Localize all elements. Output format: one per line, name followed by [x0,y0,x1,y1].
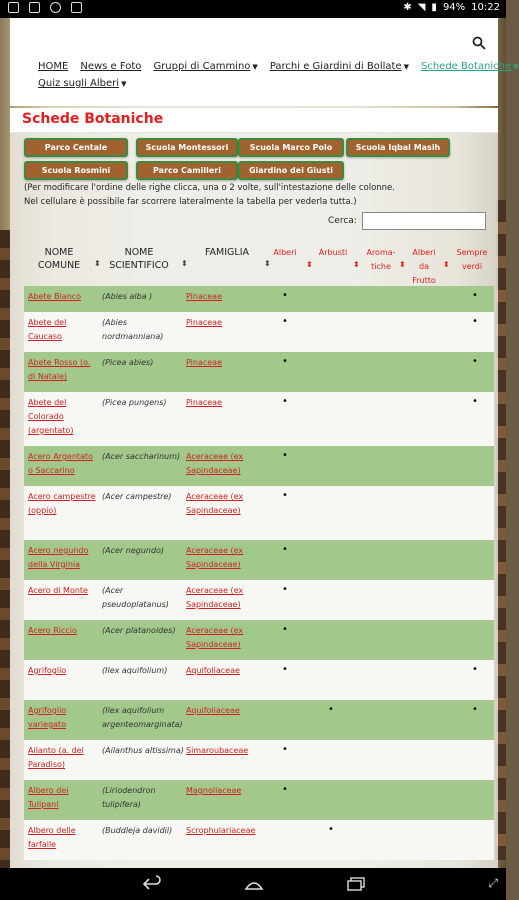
family-link[interactable]: Scrophulariaceae [186,826,256,835]
plant-name-link[interactable]: Abete Bianco [28,292,82,301]
image-notification-icon [8,2,19,13]
alberi-mark: • [282,490,288,501]
alberi-mark: • [282,624,288,635]
table-row [24,820,494,860]
scientific-name: (Buddleja davidii) [102,826,173,835]
alberi-mark: • [282,784,288,795]
scientific-name: (Ilex aquifolium) [102,666,168,675]
scientific-name: (Acer pseudoplatanus) [102,586,169,609]
school-button-2[interactable]: Scuola Marco Polo [238,138,344,157]
status-bar [0,0,506,18]
family-link[interactable]: Magnoliaceae [186,786,242,795]
nav-item-0[interactable]: HOME [38,61,69,72]
nav-item-5[interactable]: Quiz sugli Alberi ▼ [38,78,127,89]
site-header [10,18,519,106]
table-note-line-1: (Per modificare l'ordine delle righe clicca, una o 2 volte, sull'intestazione delle colonne. [24,183,395,193]
alberi-mark: • [282,316,288,327]
family-link[interactable]: Aceraceae (ex Sapindaceae) [186,626,244,649]
table-row [24,540,494,580]
sempreverdi-mark: • [472,316,478,327]
page-title: Schede Botaniche [22,111,164,127]
table-row [24,580,494,620]
expand-icon[interactable]: ⤢ [488,876,498,890]
nav-item-4[interactable]: Schede Botaniche ▼ [420,61,519,72]
scientific-name: (Abies alba ) [102,292,153,301]
scientific-name: (Acer campestre) [102,492,172,501]
table-row [24,392,494,446]
plant-name-link[interactable]: Albero dei Tulipani [28,786,69,809]
dropdown-caret-icon: ▼ [513,63,519,71]
school-button-5[interactable]: Parco Camilleri [136,161,238,180]
family-link[interactable]: Pinaceae [186,292,222,301]
family-link[interactable]: Aceraceae (ex Sapindaceae) [186,492,244,515]
arbusti-mark: • [328,704,334,715]
alberi-mark: • [282,544,288,555]
plant-name-link[interactable]: Acero di Monte [28,586,88,595]
sort-icon[interactable]: ⬍ [443,260,450,269]
home-icon[interactable] [244,876,264,892]
android-notification-icon [71,2,82,13]
scientific-name: (Ilex aquifolium argenteomarginata) [102,706,183,729]
school-button-6[interactable]: Giardino dei Giusti [238,161,344,180]
system-navigation-bar [0,868,506,900]
plant-name-link[interactable]: Albero delle farfalle [28,826,76,849]
family-link[interactable]: Aquifoliaceae [186,706,240,715]
dropdown-caret-icon: ▼ [121,80,127,88]
table-row [24,352,494,392]
scientific-name: (Abies nordmanniana) [102,318,164,341]
plant-name-link[interactable]: Abete del Caucaso [28,318,67,341]
table-row [24,312,494,352]
table-note-line-2: Nel cellulare è possibile far scorrere lateralmente la tabella per vederla tutta.) [24,197,357,207]
plant-name-link[interactable]: Agrifoglio [28,666,67,675]
search-icon[interactable] [472,36,486,50]
app-notification-icon [50,2,61,13]
table-row [24,660,494,700]
sort-icon[interactable]: ⬍ [353,260,360,269]
battery-level: 94% [442,2,466,13]
scientific-name: (Acer negundo) [102,546,165,555]
plant-name-link[interactable]: Acero Argentato o Saccarino [28,452,93,475]
plant-name-link[interactable]: Ailanto (a. del Paradiso) [28,746,84,769]
family-link[interactable]: Aceraceae (ex Sapindaceae) [186,546,244,569]
header-sempreverdi[interactable]: Sempre verdi [456,248,488,271]
scientific-name: (Acer platanoides) [102,626,176,635]
wifi-icon: ◥ [417,2,426,13]
header-nome-comune[interactable]: NOME COMUNE [37,247,81,271]
header-aromatiche[interactable]: Aroma- tiche [366,248,396,271]
clock: 10:22 [471,2,500,13]
dropdown-caret-icon: ▼ [252,63,258,71]
alberi-mark: • [282,450,288,461]
nav-item-1[interactable]: News e Foto [80,61,142,72]
search-input[interactable] [362,212,486,230]
alberi-mark: • [282,290,288,301]
alberi-mark: • [282,584,288,595]
mail-notification-icon [29,2,40,13]
family-link[interactable]: Aceraceae (ex Sapindaceae) [186,586,244,609]
header-arbusti[interactable]: Arbusti [318,248,348,257]
alberi-mark: • [282,744,288,755]
alberi-mark: • [282,664,288,675]
school-button-4[interactable]: Scuola Rosmini [24,161,128,180]
family-link[interactable]: Pinaceae [186,358,222,367]
alberi-mark: • [282,356,288,367]
scientific-name: (Ailanthus altissima) [102,746,184,755]
school-button-1[interactable]: Scuola Montessori [136,138,238,157]
plant-name-link[interactable]: Acero Riccio [28,626,77,635]
table-row [24,620,494,660]
family-link[interactable]: Pinaceae [186,318,222,327]
scientific-name: (Acer saccharinum) [102,452,181,461]
family-link[interactable]: Pinaceae [186,398,222,407]
family-link[interactable]: Aceraceae (ex Sapindaceae) [186,452,244,475]
search-label: Cerca: [328,216,357,226]
plant-name-link[interactable]: Agrifoglio variegato [28,706,67,729]
table-row [24,486,494,540]
header-nome-scientifico[interactable]: NOME SCIENTIFICO [109,247,169,271]
sempreverdi-mark: • [472,396,478,407]
table-row [24,780,494,820]
nav-item-3[interactable]: Parchi e Giardini di Bollate ▼ [269,61,409,72]
back-icon[interactable] [142,876,162,892]
alberi-mark: • [282,396,288,407]
recent-apps-icon[interactable] [346,876,366,892]
header-alberi[interactable]: Alberi [273,248,297,257]
table-row [24,700,494,740]
arbusti-mark: • [328,824,334,835]
header-alberi-da-frutto[interactable]: Alberi da Frutto [412,248,436,285]
table-header [24,236,494,286]
family-link[interactable]: Aquifoliaceae [186,666,240,675]
page-title-bar [10,108,498,133]
plant-name-link[interactable]: Acero negundo della Virginia [28,546,89,569]
header-famiglia[interactable]: FAMIGLIA [204,247,250,258]
main-menu [38,58,519,92]
plant-name-link[interactable]: Abete Rosso (o. di Natale) [28,358,91,381]
sort-icon[interactable]: ⬍ [94,259,101,268]
plant-name-link[interactable]: Abete del Colorado (argentato) [28,398,74,435]
sempreverdi-mark: • [472,704,478,715]
school-button-3[interactable]: Scuola Iqbal Masih [346,138,450,157]
tree-trunk-left [0,230,10,870]
sort-icon[interactable]: ⬍ [399,260,406,269]
table-row [24,446,494,486]
dropdown-caret-icon: ▼ [403,63,409,71]
battery-icon: ▮ [431,2,437,13]
sort-icon[interactable]: ⬍ [181,259,188,268]
sempreverdi-mark: • [472,664,478,675]
main-content [10,108,498,868]
table-row [24,740,494,780]
sort-icon[interactable]: ⬍ [306,260,313,269]
scientific-name: (Picea abies) [102,358,154,367]
nav-item-2[interactable]: Gruppi di Cammino ▼ [153,61,258,72]
sort-icon[interactable]: ⬍ [264,259,271,268]
family-link[interactable]: Simaroubaceae [186,746,249,755]
sempreverdi-mark: • [472,290,478,301]
plant-name-link[interactable]: Acero campestre (oppio) [28,492,96,515]
table-row [24,286,494,312]
scientific-name: (Picea pungens) [102,398,167,407]
bluetooth-icon: ✱ [403,2,412,13]
school-button-0[interactable]: Parco Centale [24,138,128,157]
scientific-name: (Liriodendron tulipifera) [102,786,156,809]
sempreverdi-mark: • [472,356,478,367]
